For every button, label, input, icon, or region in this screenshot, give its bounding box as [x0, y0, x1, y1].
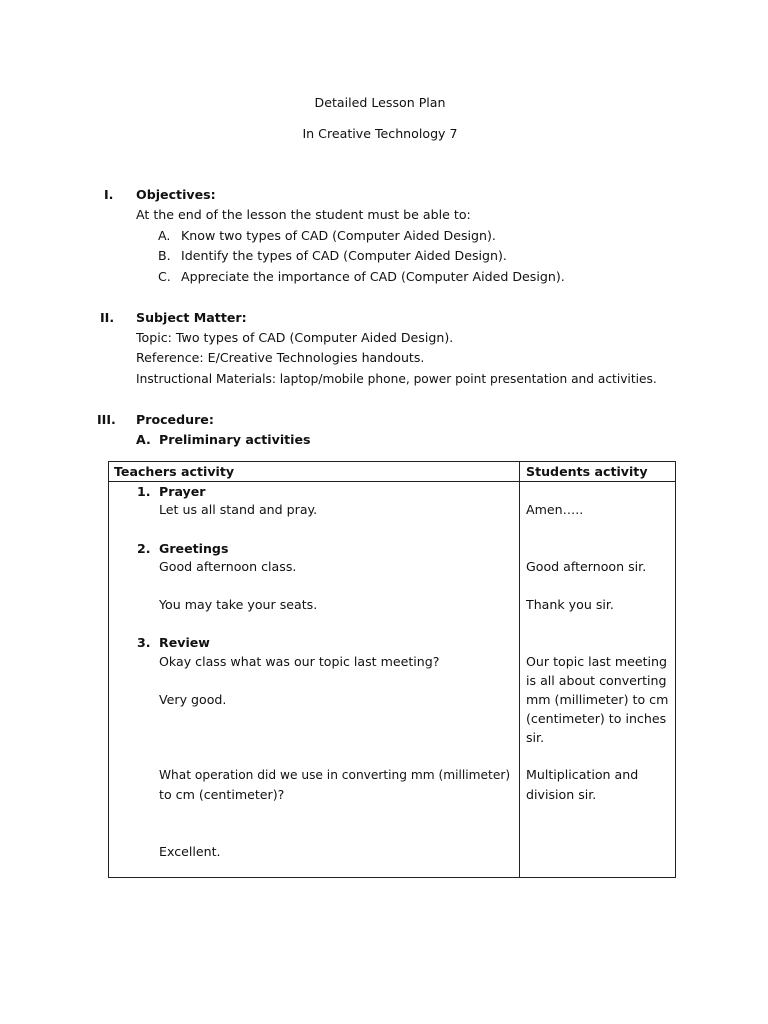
objectives-heading: Objectives:	[136, 187, 216, 202]
objective-item-c: Appreciate the importance of CAD (Computer Aided Design).	[181, 269, 565, 284]
objective-letter-b: B.	[158, 248, 171, 263]
review-student-answer-line: division sir.	[526, 787, 597, 802]
objective-item-a: Know two types of CAD (Computer Aided Design).	[181, 228, 496, 243]
table-column-divider	[519, 462, 520, 877]
table-header-divider	[109, 481, 675, 482]
review-teacher-question-line: to cm (centimeter)?	[159, 787, 285, 802]
review-teacher-text-4: Excellent.	[159, 844, 221, 859]
prayer-teacher-text: Let us all stand and pray.	[159, 502, 318, 517]
section-numeral-2: II.	[100, 310, 115, 325]
review-title: Review	[159, 635, 210, 650]
objectives-intro: At the end of the lesson the student must be able to:	[136, 207, 471, 222]
procedure-heading: Procedure:	[136, 412, 214, 427]
prayer-title: Prayer	[159, 484, 206, 499]
review-student-answer-line: Multiplication and	[526, 767, 639, 782]
section-numeral-1: I.	[104, 187, 114, 202]
prayer-number: 1.	[137, 484, 151, 499]
subject-reference: Reference: E/Creative Technologies handouts.	[136, 350, 425, 365]
review-student-line: sir.	[526, 730, 545, 745]
review-student-line: Our topic last meeting	[526, 654, 668, 669]
review-teacher-text-2: Very good.	[159, 692, 227, 707]
prayer-student-text: Amen…..	[526, 502, 584, 517]
document-title: Detailed Lesson Plan	[314, 95, 446, 110]
review-student-line: mm (millimeter) to cm	[526, 692, 669, 707]
objective-item-b: Identify the types of CAD (Computer Aided Design).	[181, 248, 507, 263]
greetings-student-text-2: Thank you sir.	[526, 597, 614, 612]
subject-matter-heading: Subject Matter:	[136, 310, 247, 325]
review-student-line: is all about converting	[526, 673, 667, 688]
review-teacher-question-line: What operation did we use in converting mm (millimeter)	[159, 768, 511, 782]
procedure-sub-heading: Preliminary activities	[159, 432, 311, 447]
student-column-header: Students activity	[526, 464, 648, 479]
greetings-student-text-1: Good afternoon sir.	[526, 559, 647, 574]
objective-letter-a: A.	[158, 228, 171, 243]
greetings-title: Greetings	[159, 541, 229, 556]
subject-materials: Instructional Materials: laptop/mobile phone, power point presentation and activities.	[136, 372, 657, 386]
subject-topic: Topic: Two types of CAD (Computer Aided Design).	[136, 330, 454, 345]
review-number: 3.	[137, 635, 151, 650]
greetings-teacher-text-1: Good afternoon class.	[159, 559, 297, 574]
review-teacher-text-1: Okay class what was our topic last meeting?	[159, 654, 440, 669]
document-subtitle: In Creative Technology 7	[302, 126, 458, 141]
procedure-sub-letter: A.	[136, 432, 151, 447]
section-numeral-3: III.	[97, 412, 116, 427]
review-student-line: (centimeter) to inches	[526, 711, 667, 726]
greetings-number: 2.	[137, 541, 151, 556]
teacher-column-header: Teachers activity	[114, 464, 235, 479]
objective-letter-c: C.	[158, 269, 171, 284]
greetings-teacher-text-2: You may take your seats.	[159, 597, 318, 612]
